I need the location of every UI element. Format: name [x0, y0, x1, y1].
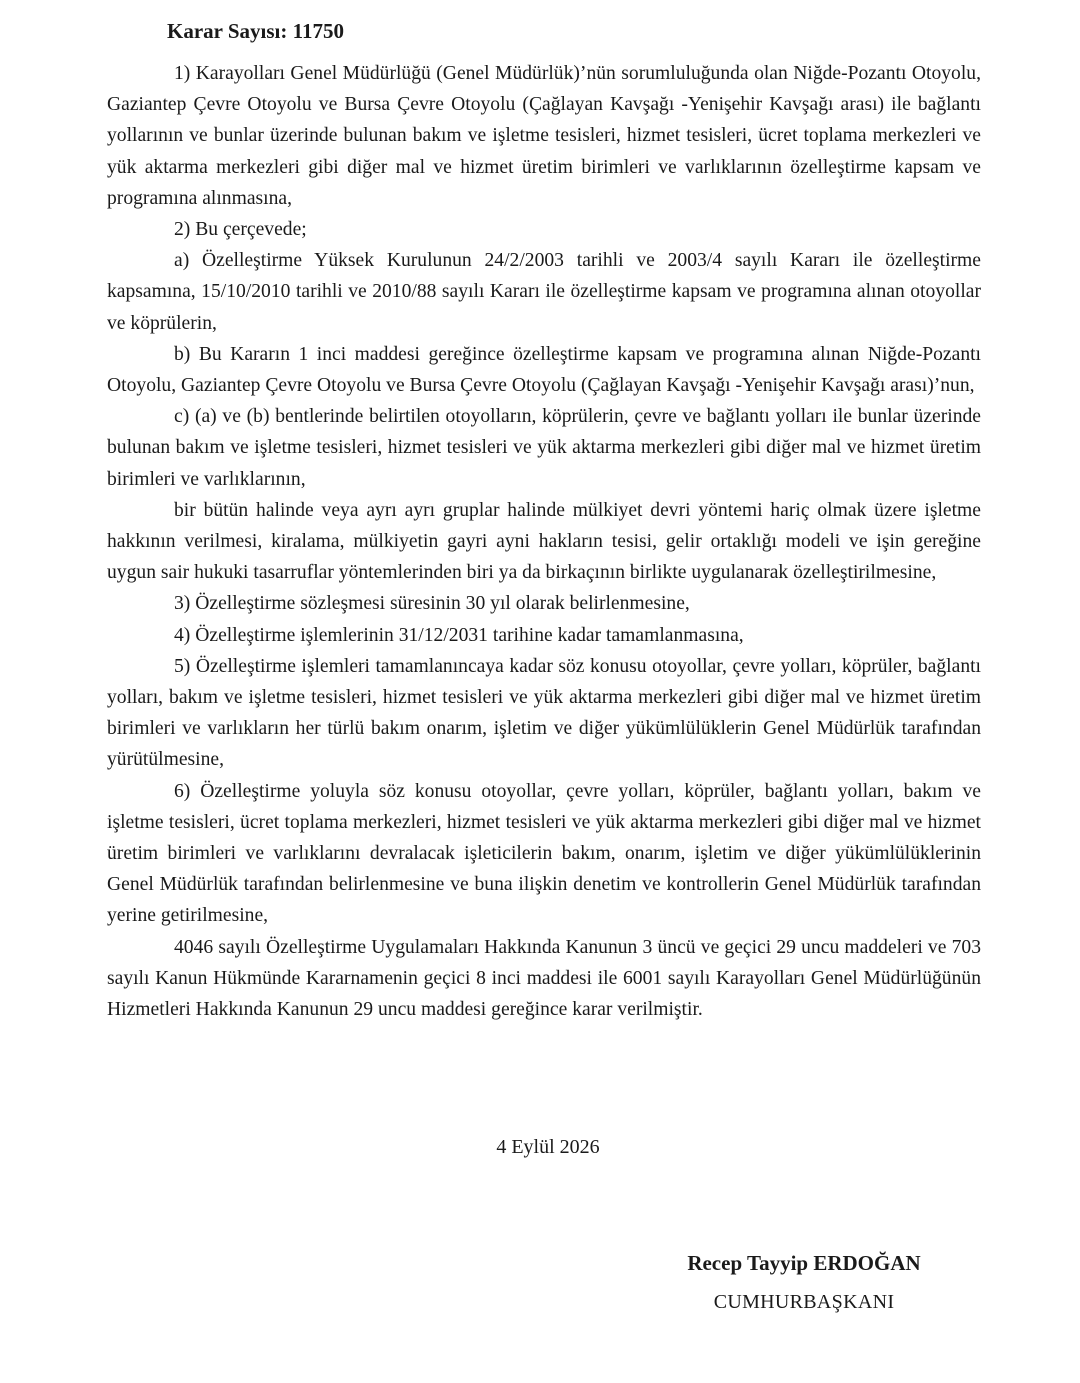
legal-basis: 4046 sayılı Özelleştirme Uygulamaları Hakkında Kanunun 3 üncü ve geçici 29 uncu maddeleri ve 703 sayılı Kanun Hükmünde Kararnamenin geçici 8 inci maddesi ile 6001 sayılı Karayolları Genel Müdürlüğünün Hizmetleri Hakkında Kanunun 29 uncu maddesi gereğince karar verilmiştir. — [107, 936, 981, 1021]
article-2-b: b) Bu Kararın 1 inci maddesi gereğince özelleştirme kapsam ve programına alınan Niğde-Pozantı Otoyolu, Gaziantep Çevre Otoyolu ve Bursa Çevre Otoyolu (Çağlayan Kavşağı -Yenişehir Kavşağı arası)’nun, — [107, 343, 981, 397]
decision-number: Karar Sayısı: 11750 — [167, 19, 344, 43]
article-2-continuation: bir bütün halinde veya ayrı ayrı gruplar halinde mülkiyet devri yöntemi hariç olmak üzere işletme hakkının verilmesi, kiralama, mülkiyetin gayri ayni hakların tesisi, gelir ortaklığı modeli ve işin gereğine uygun sair hukuki tasarruflar yöntemlerinden biri ya da birkaçının birlikte uygulanarak özelleştirilmesine, — [107, 499, 981, 584]
article-5: 5) Özelleştirme işlemleri tamamlanıncaya kadar söz konusu otoyollar, çevre yolları, köprüler, bağlantı yolları, bakım ve işletme tesisleri, hizmet tesisleri ve yük aktarma merkezleri gibi diğer mal ve hizmet üretim birimleri ve varlıkların her türlü bakım onarım, işletim ve diğer yükümlülüklerin Genel Müdürlük tarafından yürütülmesine, — [107, 655, 981, 771]
signatory-name: Recep Tayyip ERDOĞAN — [687, 1251, 921, 1275]
article-4: 4) Özelleştirme işlemlerinin 31/12/2031 tarihine kadar tamamlanmasına, — [174, 624, 744, 646]
article-3: 3) Özelleştirme sözleşmesi süresinin 30 yıl olarak belirlenmesine, — [174, 593, 690, 615]
article-2-a: a) Özelleştirme Yüksek Kurulunun 24/2/2003 tarihli ve 2003/4 sayılı Kararı ile özelleştirme kapsamına, 15/10/2010 tarihli ve 2010/88 sayılı Kararı ile özelleştirme kapsam ve programına alınan otoyollar ve köprülerin, — [107, 250, 981, 334]
article-2: 2) Bu çerçevede; — [174, 219, 307, 241]
article-1: 1) Karayolları Genel Müdürlüğü (Genel Müdürlük)’nün sorumluluğunda olan Niğde-Pozantı Otoyolu, Gaziantep Çevre Otoyolu ve Bursa Çevre Otoyolu (Çağlayan Kavşağı -Yenişehir Kavşağı arası) ile bağlantı yollarının ve bunlar üzerinde bulunan bakım ve işletme tesisleri, hizmet tesisleri, ücret toplama merkezleri ve yük aktarma merkezleri gibi diğer mal ve hizmet üretim birimleri ve varlıklarının özelleştirme kapsam ve programına alınmasına, — [107, 63, 981, 209]
decree-body — [107, 58, 981, 1025]
article-6: 6) Özelleştirme yoluyla söz konusu otoyollar, çevre yolları, köprüler, bağlantı yolları, bakım ve işletme tesisleri, ücret toplama merkezleri, hizmet tesisleri ve yük aktarma merkezleri gibi diğer mal ve hizmet üretim birimleri ve varlıklarını devralacak işleticilerin bakım, onarım, işletim ve diğer yükümlülüklerinin Genel Müdürlük tarafından belirlenmesine ve buna ilişkin denetim ve kontrollerin Genel Müdürlük tarafından yerine getirilmesine, — [107, 780, 981, 927]
signatory-title: CUMHURBAŞKANI — [713, 1291, 895, 1313]
decree-date: 4 Eylül 2026 — [496, 1136, 600, 1158]
article-2-c: c) (a) ve (b) bentlerinde belirtilen otoyolların, köprülerin, çevre ve bağlantı yolları ile bunlar üzerinde bulunan bakım ve işletme tesisleri, hizmet tesisleri ve yük aktarma merkezleri gibi diğer mal ve hizmet üretim birimleri ve varlıklarının, — [107, 406, 981, 490]
